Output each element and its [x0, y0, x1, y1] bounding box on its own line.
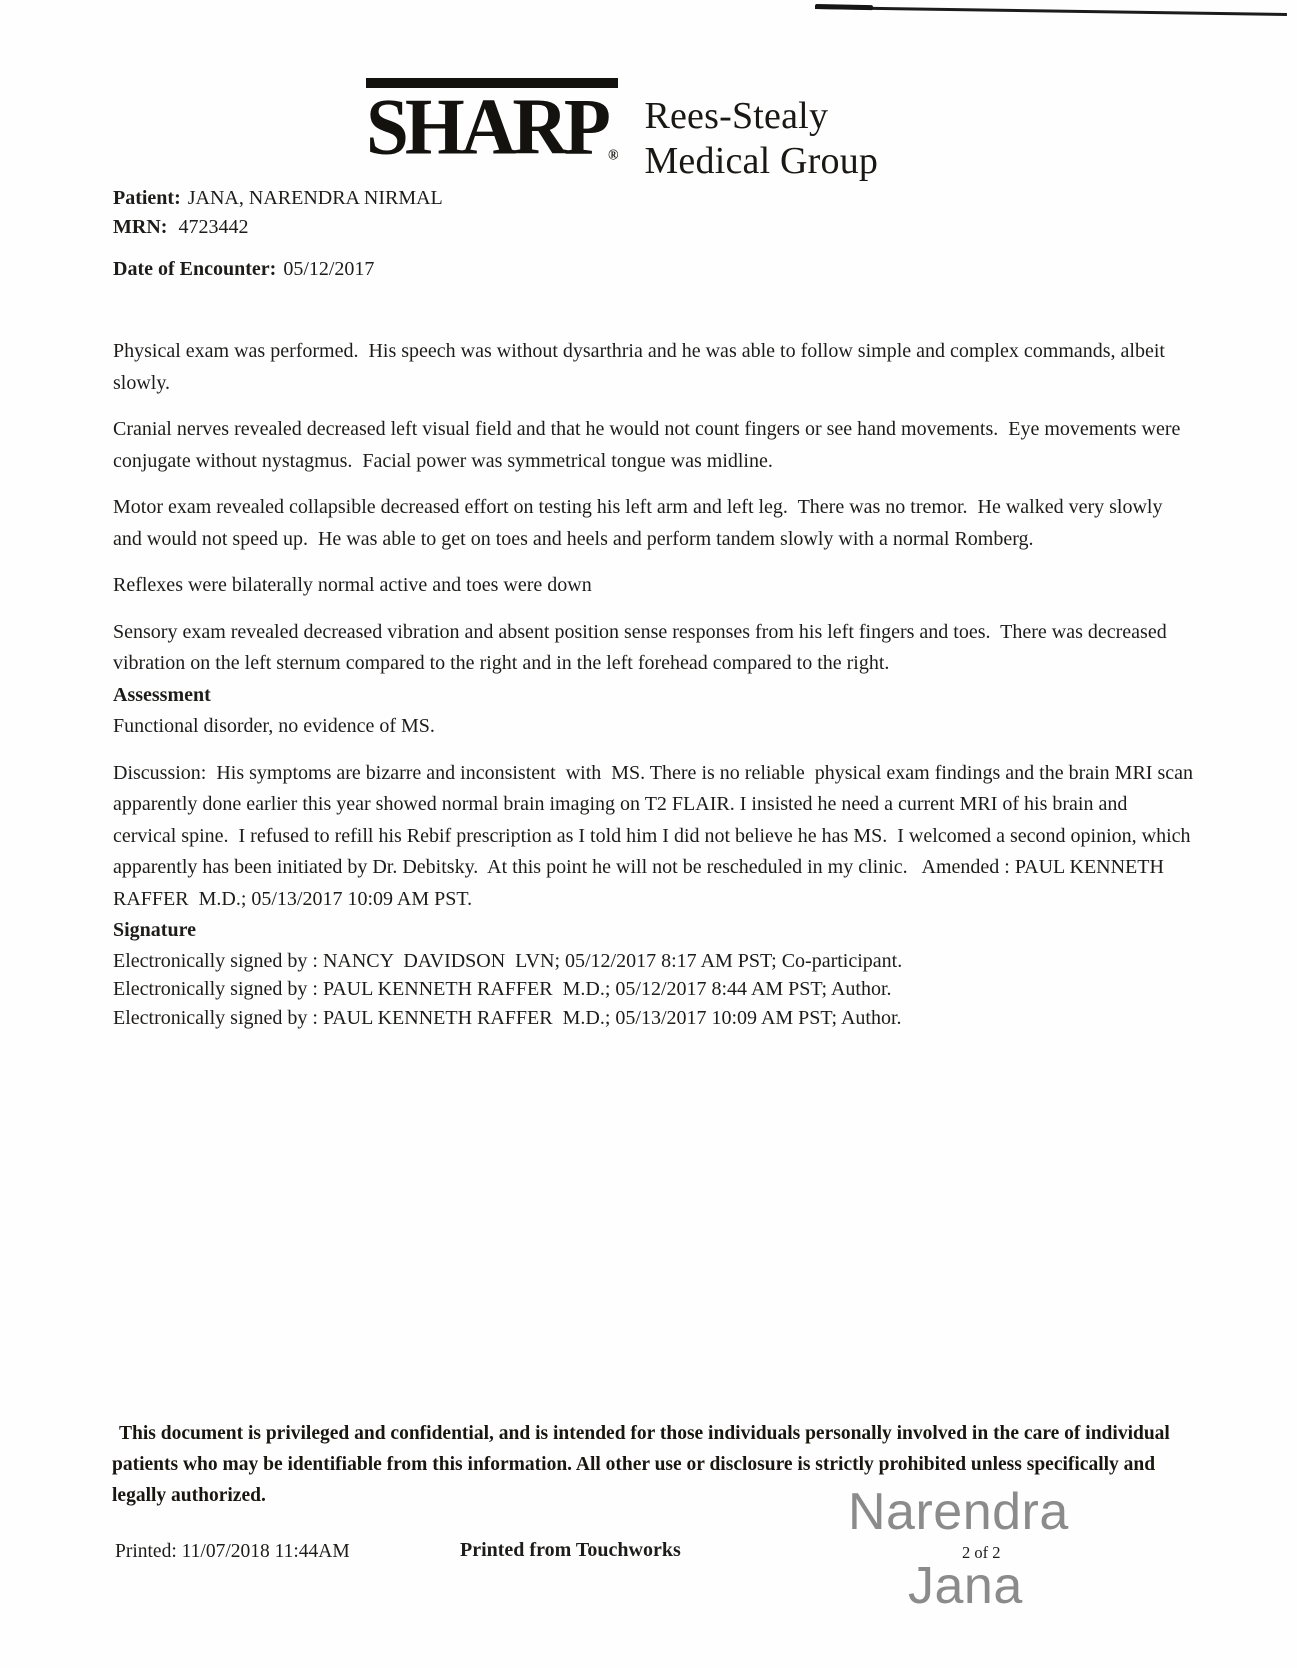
signature-heading: Signature: [113, 919, 196, 941]
logo-wordmark: [366, 78, 618, 190]
patient-name-value: JANA, NARENDRA NIRMAL: [187, 187, 443, 209]
watermark-first-name: Narendra: [848, 1483, 1069, 1541]
patient-info-block: [113, 184, 443, 242]
logo-text: SHARP: [366, 81, 607, 172]
paragraph-physical-exam: Physical exam was performed. His speech was without dysarthria and he was able to follow simple and complex commands, albeit slowly.: [113, 340, 1170, 394]
printed-timestamp: Printed: 11/07/2018 11:44AM: [115, 1541, 350, 1562]
logo-subtitle-line2: Medical Group: [644, 140, 879, 182]
logo-subtitle-line1: Rees-Stealy: [644, 95, 829, 137]
mrn-line: [113, 213, 443, 242]
signature-line-davidson: Electronically signed by : NANCY DAVIDSON LVN; 05/12/2017 8:17 AM PST; Co-participant.: [113, 949, 903, 972]
confidentiality-notice: This document is privileged and confidential, and is intended for those individuals personally involved in the care of individual patients who may be identifiable from this information. All other use or disclosure is strictly prohibited unless specifically and legally authorized.: [112, 1423, 1175, 1506]
sharp-rees-stealy-logo: [366, 78, 878, 190]
exam-note-body: [113, 336, 1198, 1032]
paragraph-cranial-nerves: Cranial nerves revealed decreased left visual field and that he would not count fingers or see hand movements. Eye movements were conjugate without nystagmus. Facial power was symmetrical tongue was midline.: [113, 418, 1186, 472]
paragraph-reflexes: Reflexes were bilaterally normal active and toes were down: [113, 574, 592, 596]
paragraph-sensory-exam: Sensory exam revealed decreased vibration and absent position sense responses from his left fingers and toes. There was decreased vibration on the left sternum compared to the right and in the left forehead compared to the right.: [113, 620, 1172, 674]
assessment-text: Functional disorder, no evidence of MS.: [113, 715, 435, 737]
date-of-encounter-line: [113, 258, 374, 281]
mrn-value: 4723442: [178, 216, 249, 238]
paragraph-motor-exam: Motor exam revealed collapsible decreased effort on testing his left arm and left leg. There was no tremor. He walked very slowly and would not speed up. He was able to get on toes and heels and perform tandem slowly with a normal Romberg.: [113, 496, 1168, 550]
paragraph-discussion: Discussion: His symptoms are bizarre and inconsistent with MS. There is no reliable physical exam findings and the brain MRI scan apparently done earlier this year showed normal brain imaging on T2 FLAIR. I insisted he need a current MRI of his brain and cervical spine. I refused to refill his Rebif prescription as I told him I did not believe he has MS. I welcomed a second opinion, which apparently has been initiated by Dr. Debitsky. At this point he will not be rescheduled in my clinic. Amended : PAUL KENNETH RAFFER M.D.; 05/13/2017 10:09 AM PST.: [113, 761, 1198, 910]
watermark-last-name: Jana: [908, 1557, 1023, 1615]
assessment-heading: Assessment: [113, 683, 211, 706]
signature-line-raffer-2: Electronically signed by : PAUL KENNETH RAFFER M.D.; 05/13/2017 10:09 AM PST; Author.: [113, 1006, 902, 1029]
page-number: 2 of 2: [962, 1543, 1001, 1562]
signature-line-raffer-1: Electronically signed by : PAUL KENNETH RAFFER M.D.; 05/12/2017 8:44 AM PST; Author.: [113, 978, 892, 1000]
encounter-date-value: 05/12/2017: [283, 258, 375, 280]
scan-artifact-blob: [815, 4, 873, 10]
registered-trademark-icon: ®: [607, 148, 619, 164]
encounter-date-label: Date of Encounter:: [113, 258, 277, 280]
scan-artifact-line: [815, 6, 1287, 16]
logo-subtitle: [644, 94, 878, 184]
printed-from-touchworks: Printed from Touchworks: [460, 1539, 681, 1561]
logo-sharp-text: [366, 81, 619, 194]
mrn-label: MRN:: [113, 216, 168, 238]
patient-name-line: [113, 184, 443, 213]
patient-label: Patient:: [113, 187, 181, 209]
